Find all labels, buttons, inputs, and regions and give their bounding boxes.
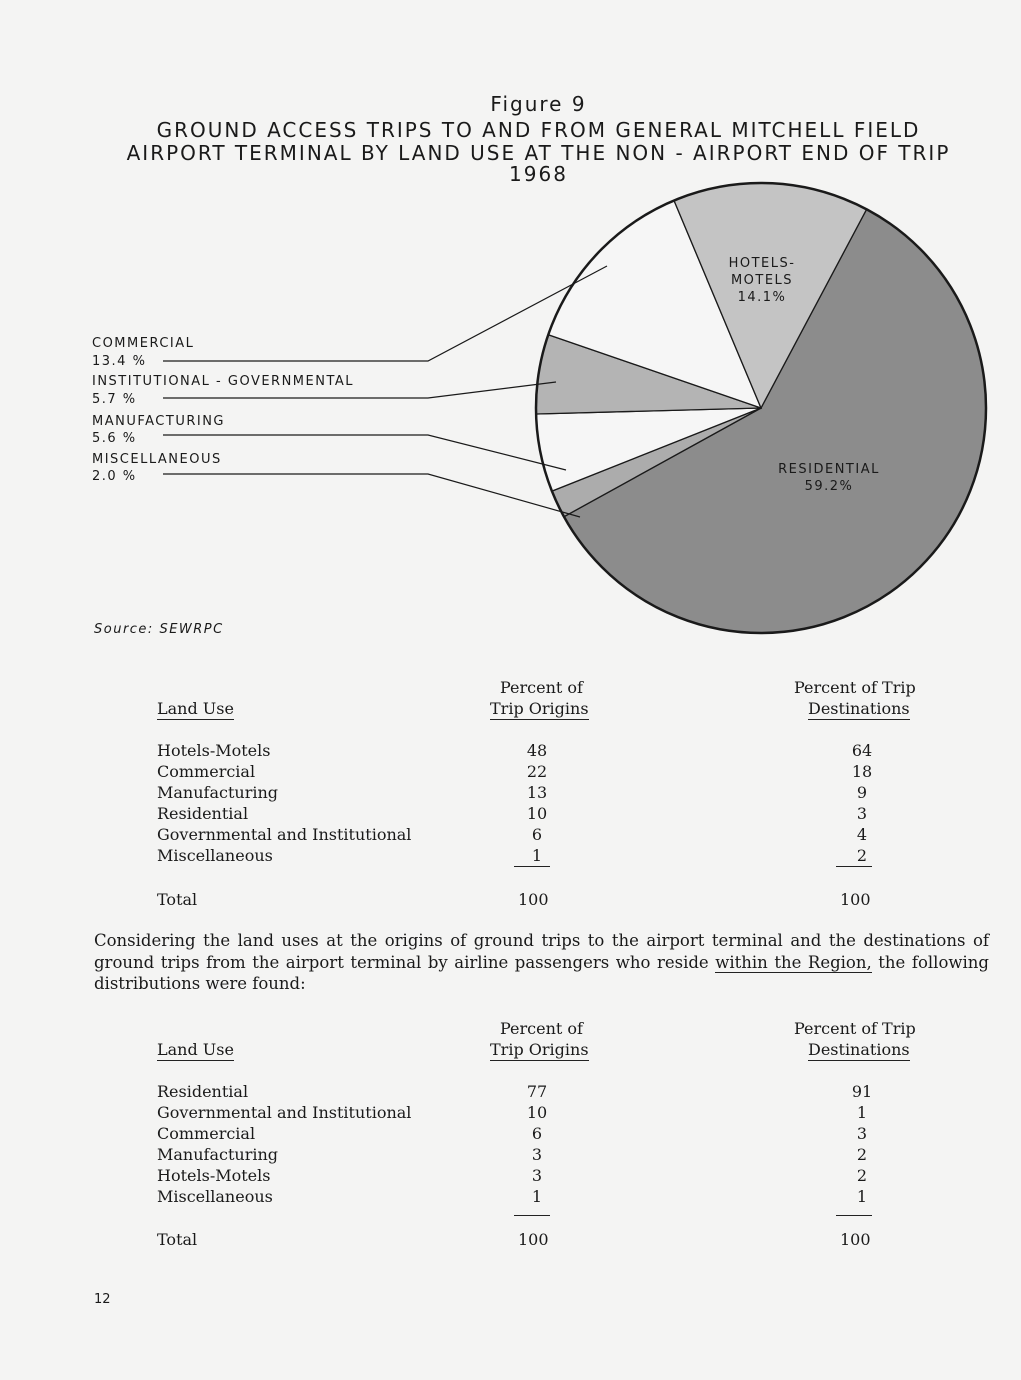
- row-destinations-value: 3: [856, 804, 868, 823]
- row-land-use: Commercial: [157, 762, 256, 781]
- row-land-use: Governmental and Institutional: [157, 825, 412, 844]
- leader-line-commercial: [163, 266, 607, 361]
- body-paragraph: [94, 930, 989, 995]
- figure-year: 1968: [509, 162, 568, 186]
- row-destinations-value: 64: [851, 741, 873, 760]
- total-label: Total: [157, 890, 198, 909]
- header-land-use: Land Use: [157, 1040, 234, 1059]
- source-note: Source: SEWRPC: [94, 622, 224, 637]
- label-hotels-line2: MOTELS: [730, 273, 794, 288]
- label-manufacturing: MANUFACTURING: [92, 414, 225, 429]
- row-land-use: Miscellaneous: [157, 846, 273, 865]
- paragraph-underlined: within the Region,: [715, 952, 872, 972]
- header-origins-line1: Percent of: [500, 678, 583, 697]
- value-commercial: 13.4 %: [92, 354, 147, 369]
- leader-line-manufacturing: [163, 435, 566, 470]
- row-land-use: Manufacturing: [157, 1145, 278, 1164]
- paragraph-text-after: the following distributions were found:: [94, 952, 989, 993]
- row-origins-value: 13: [526, 783, 548, 802]
- value-residential: 59.2%: [804, 479, 854, 494]
- row-land-use: Miscellaneous: [157, 1187, 273, 1206]
- row-destinations-value: 3: [856, 1124, 868, 1143]
- row-land-use: Residential: [157, 804, 249, 823]
- row-land-use: Manufacturing: [157, 783, 278, 802]
- label-miscellaneous: MISCELLANEOUS: [92, 452, 222, 467]
- total-origins: 100: [518, 1230, 549, 1249]
- total-rule-origins: [514, 1215, 550, 1216]
- header-destinations-line1: Percent of Trip: [794, 1019, 916, 1038]
- header-origins-line2: Trip Origins: [490, 1040, 589, 1059]
- total-rule-destinations: [836, 1215, 872, 1216]
- header-origins-line1: Percent of: [500, 1019, 583, 1038]
- total-destinations: 100: [840, 890, 871, 909]
- row-destinations-value: 1: [856, 1103, 868, 1122]
- value-hotels: 14.1%: [737, 290, 787, 305]
- row-origins-value: 1: [531, 846, 543, 865]
- row-origins-value: 3: [531, 1166, 543, 1185]
- figure-label: Figure 9: [490, 92, 587, 116]
- header-land-use: Land Use: [157, 699, 234, 718]
- label-institutional: INSTITUTIONAL - GOVERNMENTAL: [92, 374, 355, 389]
- label-commercial: COMMERCIAL: [92, 336, 195, 351]
- row-destinations-value: 9: [856, 783, 868, 802]
- header-destinations-line1: Percent of Trip: [794, 678, 916, 697]
- row-destinations-value: 2: [856, 1166, 868, 1185]
- row-origins-value: 22: [526, 762, 548, 781]
- value-miscellaneous: 2.0 %: [92, 469, 137, 484]
- row-origins-value: 77: [526, 1082, 548, 1101]
- figure-title-line1: GROUND ACCESS TRIPS TO AND FROM GENERAL MITCHELL FIELD: [156, 118, 921, 142]
- figure-title-line2: AIRPORT TERMINAL BY LAND USE AT THE NON - AIRPORT END OF TRIP: [126, 141, 951, 165]
- row-origins-value: 48: [526, 741, 548, 760]
- row-destinations-value: 91: [851, 1082, 873, 1101]
- row-destinations-value: 2: [856, 846, 868, 865]
- row-origins-value: 10: [526, 1103, 548, 1122]
- row-destinations-value: 18: [851, 762, 873, 781]
- value-institutional: 5.7 %: [92, 392, 137, 407]
- leader-line-miscellaneous: [163, 474, 580, 517]
- total-destinations: 100: [840, 1230, 871, 1249]
- label-residential: RESIDENTIAL: [778, 462, 880, 477]
- header-destinations-line2: Destinations: [808, 699, 910, 718]
- row-origins-value: 6: [531, 825, 543, 844]
- row-destinations-value: 1: [856, 1187, 868, 1206]
- label-hotels-line1: HOTELS-: [728, 256, 796, 271]
- row-destinations-value: 2: [856, 1145, 868, 1164]
- total-origins: 100: [518, 890, 549, 909]
- row-land-use: Governmental and Institutional: [157, 1103, 412, 1122]
- row-land-use: Hotels-Motels: [157, 1166, 271, 1185]
- row-origins-value: 3: [531, 1145, 543, 1164]
- total-label: Total: [157, 1230, 198, 1249]
- row-origins-value: 1: [531, 1187, 543, 1206]
- row-destinations-value: 4: [856, 825, 868, 844]
- total-rule-destinations: [836, 866, 872, 867]
- pie-chart: [0, 0, 1021, 660]
- header-origins-line2: Trip Origins: [490, 699, 589, 718]
- row-land-use: Residential: [157, 1082, 249, 1101]
- row-origins-value: 10: [526, 804, 548, 823]
- paragraph-text-before: Considering the land uses at the origins of ground trips to the airport terminal and the destinations of ground trips from the airport terminal by airline passengers who reside: [94, 931, 989, 972]
- row-land-use: Hotels-Motels: [157, 741, 271, 760]
- row-origins-value: 6: [531, 1124, 543, 1143]
- page-number: 12: [94, 1292, 111, 1307]
- pie-slices: [536, 183, 986, 633]
- row-land-use: Commercial: [157, 1124, 256, 1143]
- value-manufacturing: 5.6 %: [92, 431, 137, 446]
- total-rule-origins: [514, 866, 550, 867]
- header-destinations-line2: Destinations: [808, 1040, 910, 1059]
